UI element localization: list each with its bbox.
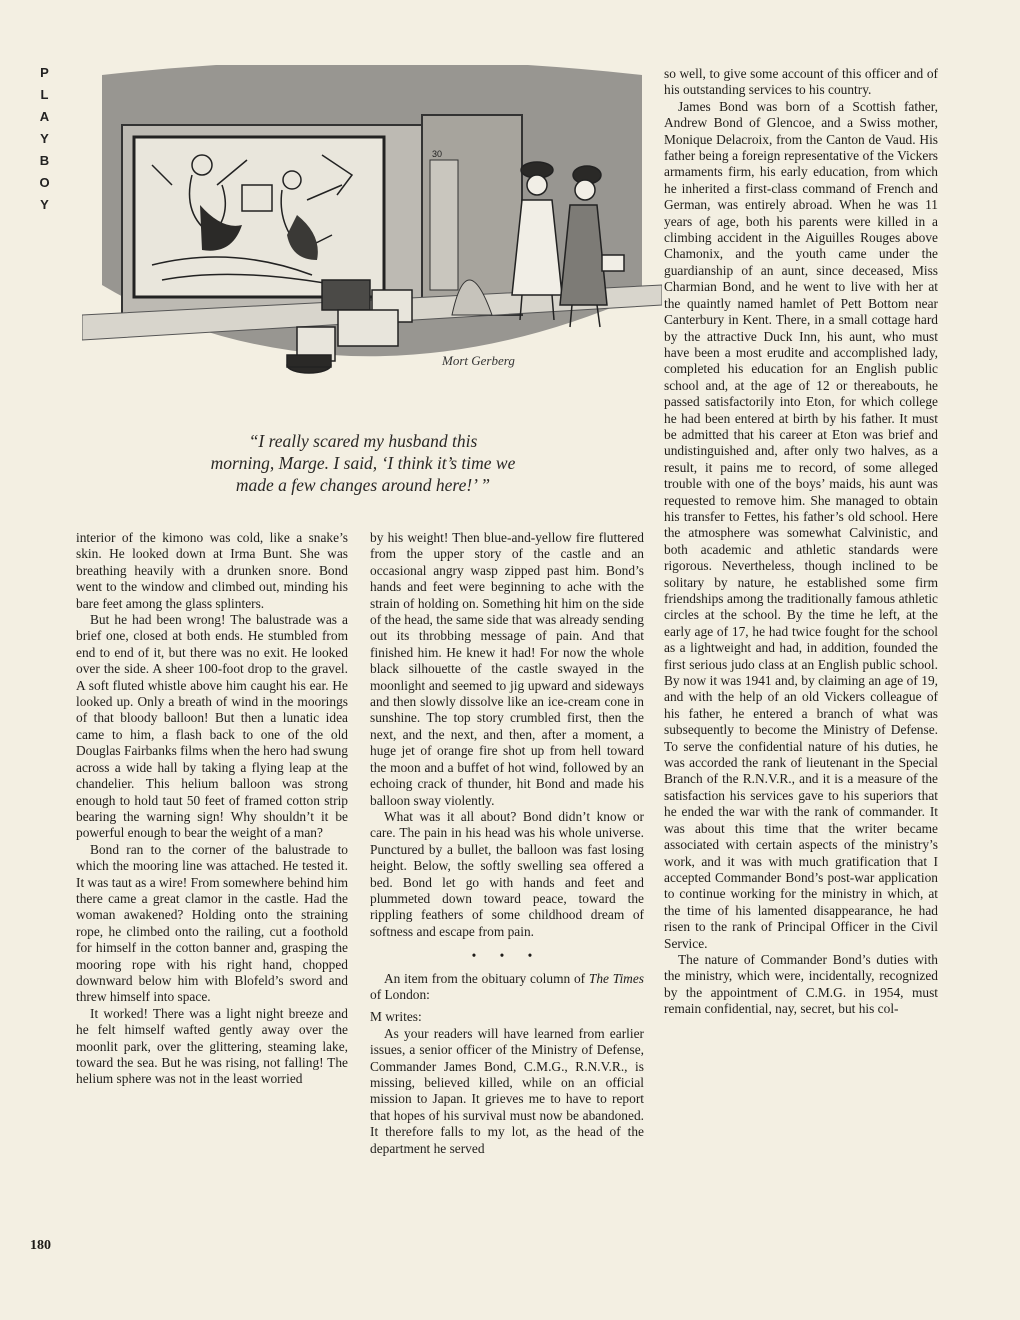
- playboy-masthead: [30, 62, 60, 216]
- masthead-letter: A: [39, 109, 51, 124]
- cartoon-illustration: [82, 65, 662, 425]
- masthead-letter: B: [39, 153, 51, 168]
- m-writes: M writes:: [370, 1009, 422, 1025]
- article-column-3: [664, 66, 938, 1018]
- paragraph: The nature of Commander Bond’s duties with the ministry, which were, incidentally, recognized by the appointment of C.M.G. in 1954, must remain confidential, nay, secret, but his col-: [664, 951, 938, 1017]
- cartoon-caption: [138, 430, 588, 496]
- paragraph: Bond ran to the corner of the balustrade to which the mooring line was attached. He tested it. It was taut as a wire! From somewhere behind him there came a great clamor in the castle. Had the woman awakened? Holding onto the straining rope, he climbed onto the railing, cut a foothold for himself in the cotton banner and, grasping the mooring rope with his right hand, chopped downward below him with Blofeld’s sword and threw himself into space.: [76, 841, 348, 1005]
- obituary-intro-pre: An item from the obituary column of: [384, 970, 589, 986]
- paragraph: by his weight! Then blue-and-yellow fire fluttered from the upper story of the castle and an occasional angry wasp zipped past him. Bond’s hands and feet were beginning to ache with the strain of holding on. Something hit him on the side of the head, the same side that was already sending out its throbbing message of pain. And that finished him. He knew it had! For now the whole black silhouette of the castle swayed in the moonlight and seemed to jig upward and sideways and then slowly dissolve like an ice-cream cone in sunshine. The top story crumbled first, then the next, and the next, and then, after a moment, a huge jet of orange fire shot up from hell toward the moon and a buffet of hot wind, followed by an echoing crack of thunder, hit Bond and made his balloon sway violently.: [370, 530, 644, 808]
- house-number: 30: [432, 149, 443, 159]
- obituary-intro: [370, 971, 644, 1004]
- section-break-dots: • • •: [471, 948, 543, 964]
- paragraph: It worked! There was a light night breeze and he felt himself wafted gently away over the moonlit park, over the glittering, steaming lake, toward the sea. But he was rising, not falling! The helium sphere was not in the least worried: [76, 1005, 348, 1087]
- masthead-letter: L: [40, 87, 50, 102]
- caption-line: morning, Marge. I said, ‘I think it’s time we: [210, 453, 516, 473]
- obituary-paragraph: As your readers will have learned from earlier issues, a senior officer of the Ministry of Defense, Commander James Bond, C.M.G., R.N.V.R., is missing, believed killed, while on an official mission to Japan. It grieves me to have to report that hopes of his survival must now be abandoned. It therefore falls to my lot, as the head of the department he served: [370, 1025, 644, 1156]
- masthead-letter: P: [40, 65, 50, 80]
- paragraph: James Bond was born of a Scottish father, Andrew Bond of Glencoe, and a Swiss mother, Monique Delacroix, from the Canton de Vaud. His father being a foreign representative of the Vickers armaments firm, his early education, from which he inherited a first-class command of French and German, was entirely abroad. When he was 11 years of age, both his parents were killed in a climbing accident in the Aiguilles Rouges above Chamonix, and the youth came under the guardianship of an aunt, since deceased, Miss Charmian Bond, and he went to live with her at the quaintly named hamlet of Pett Bottom near Canterbury in Kent. There, in a small cottage hard by the attractive Duck Inn, his aunt, who must have been a most erudite and accomplished lady, completed his education for an English public school and, at the age of 12 or thereabouts, he passed satisfactorily into Eton, for which college he had been entered at birth by his father. It must be admitted that his career at Eton was brief and undistinguished and, after only two halves, as a result, it pains me to record, of some alleged trouble with one of the boys’ maids, his aunt was requested to remove him. She managed to obtain his transfer to Fettes, his father’s old school. Here the atmosphere was somewhat Calvinistic, and both academic and athletic standards were rigorous. Nevertheless, though inclined to be solitary by nature, he established some firm friendships among the traditionally famous athletic circles at the school. By the time he left, at the early age of 17, he had twice fought for the school as a lightweight and had, in addition, founded the first serious judo class at an English public school. By now it was 1941 and, by claiming an age of 19, and with the help of an old Vickers colleague of his father, he entered a branch of what was subsequently to become the Ministry of Defense. To serve the confidential nature of his duties, he was accorded the rank of lieutenant in the Special Branch of the R.N.V.R., and it is a measure of the satisfaction his services gave to his superiors that he ended the war with the rank of commander. It was about this time that the writer became associated with certain aspects of the ministry’s work, and it was with much gratification that I accepted Commander Bond’s post-war application to continue working for the ministry in which, at the time of his lamented disappearance, he had risen to the rank of Principal Officer in the Civil Service.: [664, 98, 938, 951]
- obituary-intro-post: of London:: [370, 986, 430, 1002]
- page-number: 180: [30, 1238, 51, 1253]
- masthead-letter: Y: [40, 197, 50, 212]
- caption-line: “I really scared my husband this: [248, 431, 478, 451]
- paragraph: so well, to give some account of this officer and of his outstanding services to his country.: [664, 66, 938, 98]
- masthead-letter: O: [39, 175, 51, 190]
- paragraph: What was it all about? Bond didn’t know or care. The pain in his head was his whole universe. Punctured by a bullet, the balloon was fast losing height. Below, the softly swelling sea offered a bed. Bond let go with hands and feet and plummeted down toward peace, toward the rippling feathers of some childhood dream of softness and escape from pain.: [370, 808, 644, 939]
- paragraph: interior of the kimono was cold, like a snake’s skin. He looked down at Irma Bunt. She was breathing heavily with a drunken snore. Bond went to the window and climbed out, minding his bare feet among the glass splinters.: [76, 530, 348, 611]
- masthead-letter: Y: [40, 131, 50, 146]
- caption-line: made a few changes around here!’ ”: [235, 475, 491, 495]
- article-column-1: [76, 530, 348, 1088]
- paragraph: But he had been wrong! The balustrade was a brief one, closed at both ends. He stumbled from end to end of it, but there was no exit. He looked over the side. A sheer 100-foot drop to the gravel. A soft fluted whistle above him caught his ear. He looked up. Only a breath of wind in the moorings of that bloody balloon! But then a lunatic idea came to him, a flash back to one of the old Douglas Fairbanks films when the hero had swung across a wide hall by taking a flying leap at the chandelier. This helium balloon was strong enough to hold taut 50 feet of framed cotton strip bearing the warning sign! Why shouldn’t it be powerful enough to bear the weight of a man?: [76, 612, 348, 841]
- cartoonist-signature: Mort Gerberg: [442, 353, 515, 368]
- newspaper-title: The Times: [588, 970, 644, 986]
- article-column-2: [370, 530, 644, 1157]
